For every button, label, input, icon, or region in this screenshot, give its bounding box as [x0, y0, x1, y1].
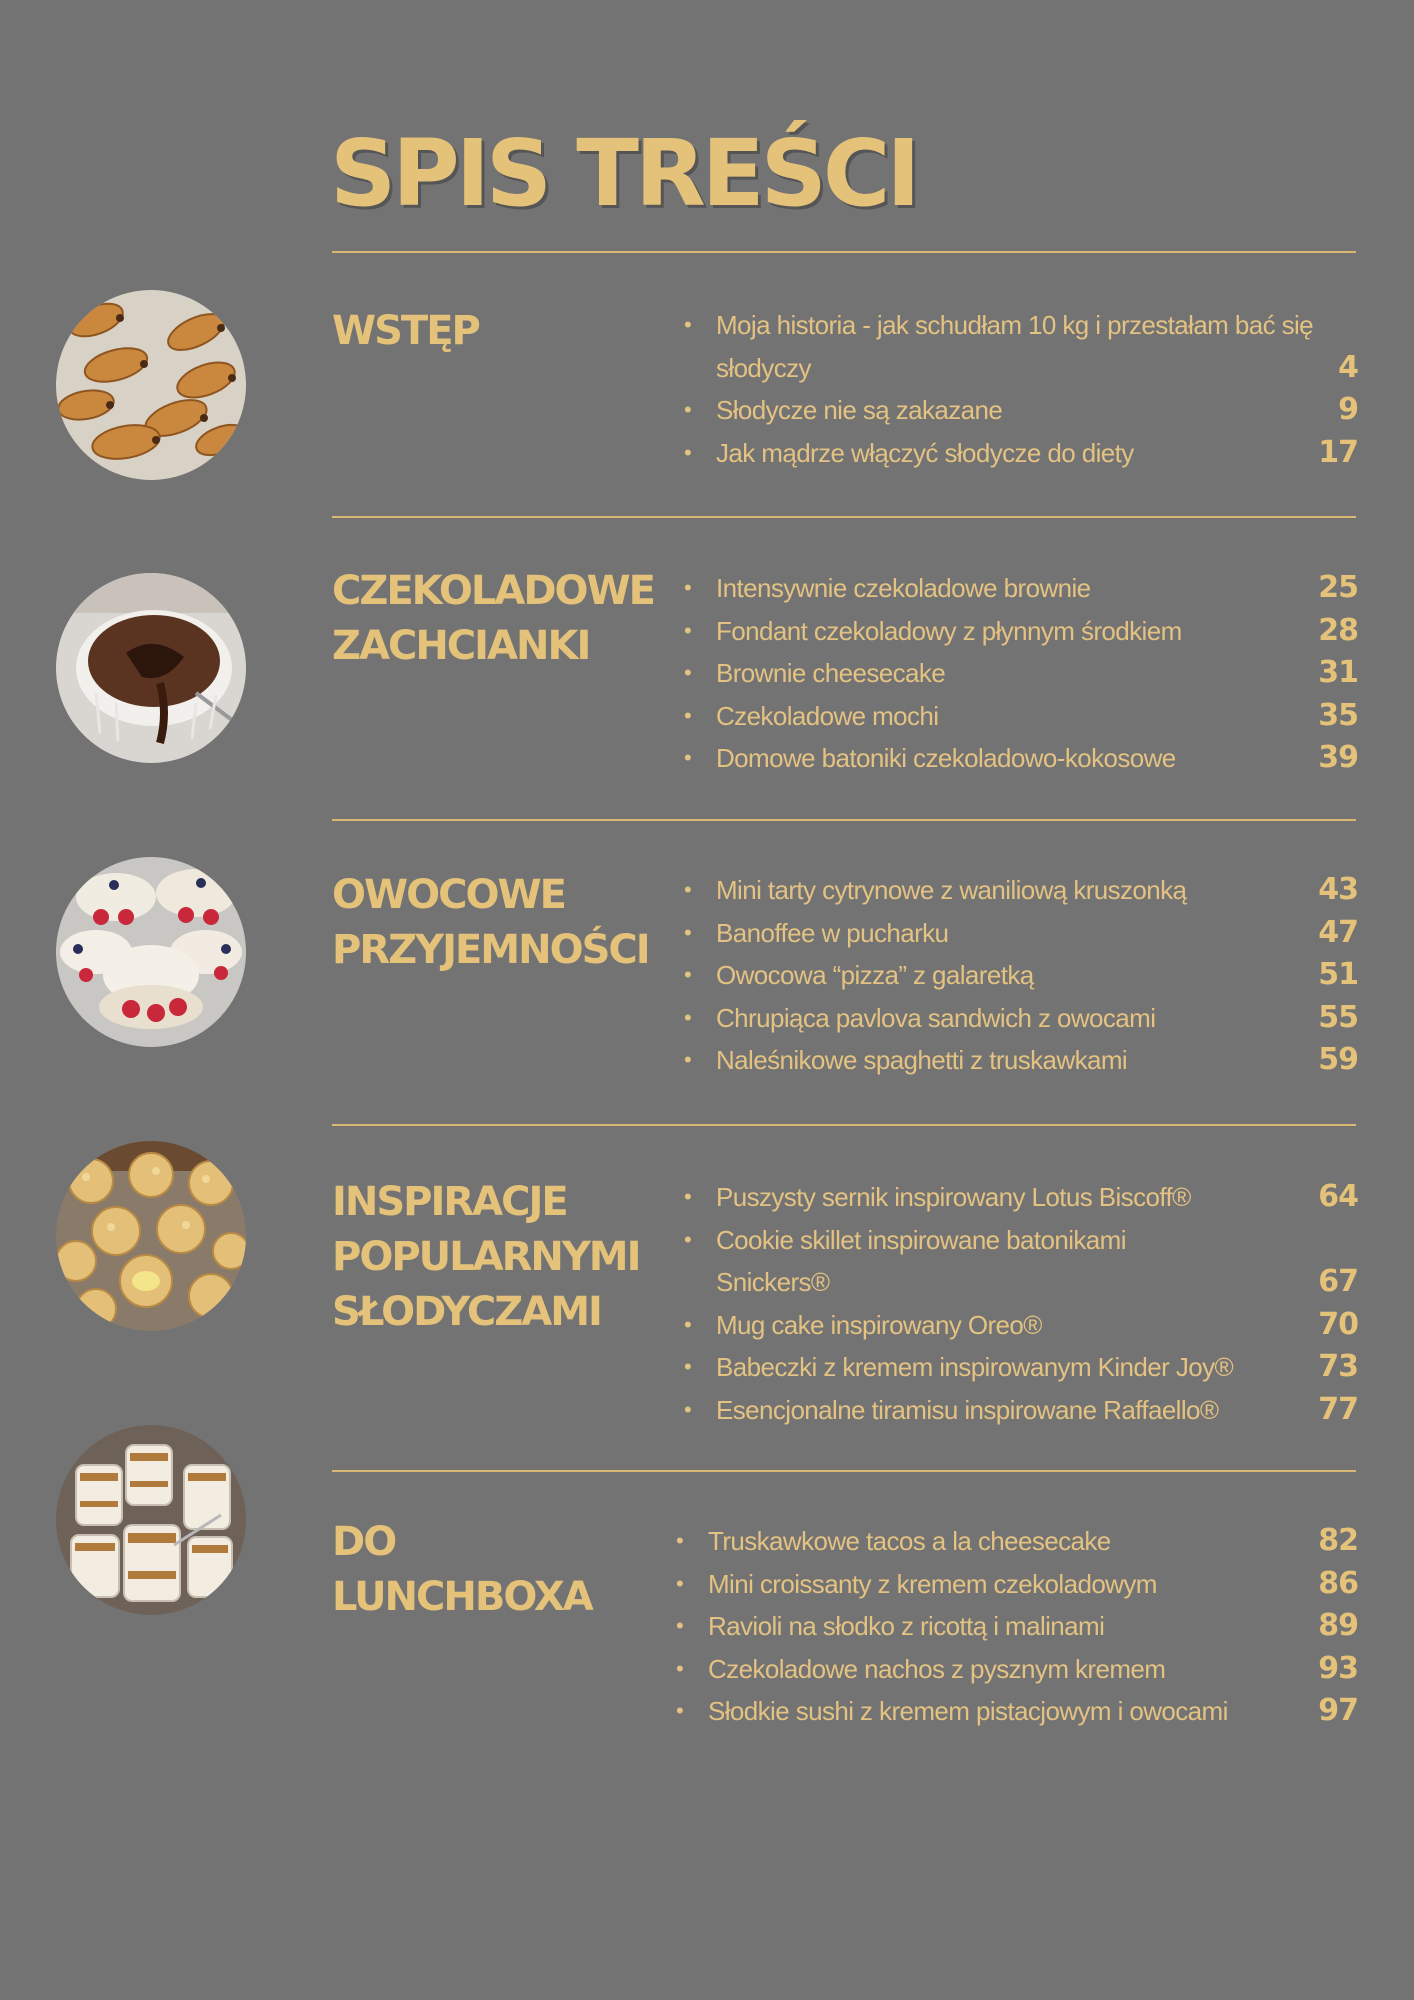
toc-item-title: Naleśnikowe spaghetti z truskawkami [716, 1045, 1128, 1075]
toc-item-page: 31 [1318, 655, 1358, 690]
toc-item[interactable] [680, 652, 1358, 695]
toc-item[interactable] [680, 869, 1358, 912]
bullet-icon: • [684, 1004, 692, 1030]
toc-item-title: Chrupiąca pavlova sandwich z owocami [716, 1002, 1156, 1033]
toc-item[interactable] [680, 1346, 1358, 1389]
section-heading [332, 868, 649, 978]
toc-item-page: 97 [1318, 1693, 1358, 1728]
toc-item[interactable] [680, 432, 1358, 475]
section-divider [332, 819, 1356, 821]
bullet-icon: • [676, 1698, 684, 1723]
bullet-icon: • [684, 1396, 692, 1422]
section-heading-line: CZEKOLADOWE [332, 568, 654, 614]
toc-item-page: 28 [1318, 612, 1358, 648]
toc-item-page: 82 [1318, 1523, 1358, 1558]
toc-item-page: 17 [1318, 434, 1358, 470]
section-heading [332, 1515, 592, 1625]
section-items [680, 869, 1358, 1082]
toc-item-page: 64 [1318, 1179, 1358, 1214]
toc-item-title: Moja historia - jak schudłam 10 kg i przestałam bać się słodyczy [716, 310, 1314, 383]
toc-item-page: 89 [1318, 1608, 1358, 1643]
toc-item[interactable] [680, 610, 1358, 653]
section-heading-line: ZACHCIANKI [332, 623, 590, 669]
section-divider [332, 1470, 1356, 1472]
toc-item-title: Czekoladowe nachos z pysznym kremem [708, 1653, 1166, 1684]
bullet-icon: • [676, 1528, 684, 1553]
toc-item-title: Słodycze nie są zakazane [716, 395, 1003, 425]
toc-item-title: Intensywnie czekoladowe brownie [716, 573, 1091, 603]
bullet-icon: • [684, 617, 692, 643]
bullet-icon: • [684, 702, 692, 728]
bullet-icon: • [684, 312, 692, 337]
bullet-icon: • [684, 660, 692, 685]
section-heading-line: DO [332, 1519, 396, 1565]
section-heading [332, 304, 479, 359]
section-heading-line: POPULARNYMI [332, 1234, 640, 1280]
toc-item[interactable] [672, 1605, 1358, 1648]
toc-item[interactable] [680, 389, 1358, 432]
section-heading-line: OWOCOWE [332, 872, 565, 918]
toc-item-page: 39 [1318, 740, 1358, 775]
toc-item[interactable] [680, 1389, 1358, 1432]
toc-item[interactable] [680, 567, 1358, 610]
toc-item[interactable] [672, 1690, 1358, 1733]
toc-item-title: Domowe batoniki czekoladowo-kokosowe [716, 743, 1176, 773]
toc-item-page: 93 [1318, 1650, 1358, 1686]
toc-item-title: Owocowa “pizza” z galaretką [716, 960, 1034, 990]
pavlova-photo [56, 857, 246, 1047]
toc-item[interactable] [672, 1648, 1358, 1691]
toc-item-title: Mini croissanty z kremem czekoladowym [708, 1568, 1157, 1599]
bullet-icon: • [684, 962, 692, 987]
bullet-icon: • [684, 1354, 692, 1379]
toc-item-page: 59 [1318, 1042, 1358, 1077]
toc-item[interactable] [680, 954, 1358, 997]
toc-item-page: 67 [1318, 1264, 1358, 1299]
toc-item-title: Banoffee w pucharku [716, 917, 949, 948]
toc-item[interactable] [672, 1520, 1358, 1563]
toc-item[interactable] [680, 695, 1358, 738]
toc-item[interactable] [672, 1563, 1358, 1606]
toc-item-title: Esencjonalne tiramisu inspirowane Raffaello® [716, 1394, 1219, 1425]
toc-item-title: Czekoladowe mochi [716, 700, 939, 731]
section-heading-line: LUNCHBOXA [332, 1574, 592, 1620]
bullet-icon: • [684, 439, 692, 465]
toc-item-title: Mug cake inspirowany Oreo® [716, 1309, 1042, 1340]
bullet-icon: • [684, 1184, 692, 1209]
bullet-icon: • [676, 1613, 684, 1638]
toc-item-title: Babeczki z kremem inspirowanym Kinder Joy® [716, 1352, 1234, 1382]
toc-item-page: 77 [1318, 1391, 1358, 1427]
toc-item[interactable] [680, 1039, 1358, 1082]
toc-item-title: Truskawkowe tacos a la cheesecake [708, 1526, 1111, 1556]
page-title: SPIS TREŚCI [330, 120, 917, 227]
toc-item[interactable] [680, 1176, 1358, 1219]
toc-item-title: Mini tarty cytrynowe z waniliową kruszonką [716, 875, 1187, 905]
title-divider [332, 251, 1356, 253]
section-items [680, 304, 1358, 474]
toc-item-title: Cookie skillet inspirowane batonikami Snickers® [716, 1224, 1126, 1297]
toc-item[interactable] [680, 737, 1358, 780]
toc-item-title: Ravioli na słodko z ricottą i malinami [708, 1611, 1105, 1641]
toc-item-page: 35 [1318, 697, 1358, 733]
bullet-icon: • [684, 877, 692, 902]
toc-item-title: Brownie cheesecake [716, 658, 946, 688]
bullet-icon: • [676, 1570, 684, 1596]
toc-item-page: 86 [1318, 1565, 1358, 1601]
croissants-photo [56, 290, 246, 480]
toc-item-page: 25 [1318, 570, 1358, 605]
section-items [672, 1520, 1358, 1733]
chocolate-fondant-photo [56, 573, 246, 763]
bullet-icon: • [684, 919, 692, 945]
toc-item-title: Słodkie sushi z kremem pistacjowym i owocami [708, 1696, 1228, 1726]
bullet-icon: • [676, 1655, 684, 1681]
toc-item[interactable] [680, 304, 1358, 389]
section-heading [332, 564, 654, 674]
toc-item-title: Puszysty sernik inspirowany Lotus Biscoff® [716, 1182, 1191, 1212]
toc-item-page: 4 [1338, 349, 1358, 385]
toc-item[interactable] [680, 997, 1358, 1040]
bullet-icon: • [684, 397, 692, 422]
section-items [680, 1176, 1358, 1431]
section-heading-line: INSPIRACJE [332, 1179, 567, 1225]
toc-item[interactable] [680, 1304, 1358, 1347]
section-heading [332, 1175, 640, 1340]
section-heading-line: SŁODYCZAMI [332, 1289, 601, 1335]
bullet-icon: • [684, 1047, 692, 1072]
toc-item-page: 51 [1318, 957, 1358, 992]
toc-item-page: 73 [1318, 1349, 1358, 1384]
bullet-icon: • [684, 575, 692, 600]
toc-item-page: 47 [1318, 914, 1358, 950]
bullet-icon: • [684, 1311, 692, 1337]
section-divider [332, 1124, 1356, 1126]
toc-item[interactable] [680, 1219, 1358, 1304]
tartlets-photo [56, 1141, 246, 1331]
section-heading-line: PRZYJEMNOŚCI [332, 927, 649, 973]
bullet-icon: • [684, 745, 692, 770]
toc-item-title: Fondant czekoladowy z płynnym środkiem [716, 615, 1182, 646]
section-items [680, 567, 1358, 780]
toc-item-title: Jak mądrze włączyć słodycze do diety [716, 437, 1134, 468]
bullet-icon: • [684, 1226, 692, 1252]
toc-item-page: 70 [1318, 1306, 1358, 1342]
toc-item-page: 43 [1318, 872, 1358, 907]
dessert-cups-photo [56, 1425, 246, 1615]
toc-item[interactable] [680, 912, 1358, 955]
toc-item-page: 9 [1338, 392, 1358, 427]
section-heading-line: WSTĘP [332, 308, 479, 354]
toc-item-page: 55 [1318, 999, 1358, 1035]
section-divider [332, 516, 1356, 518]
